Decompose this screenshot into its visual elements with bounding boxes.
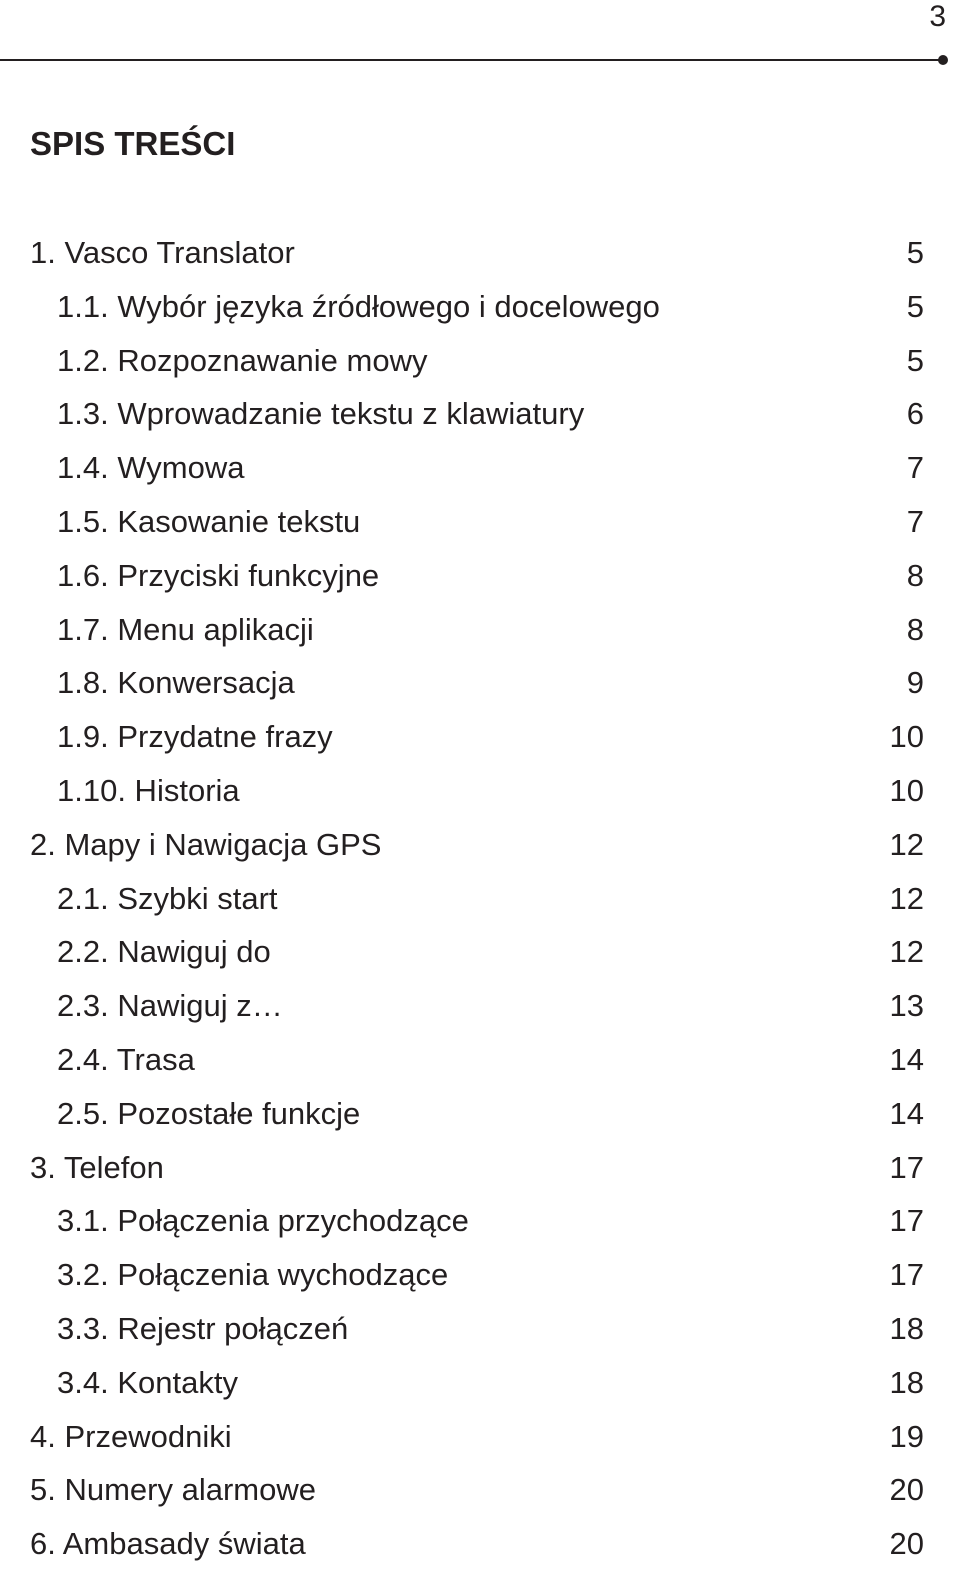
toc-entry[interactable] (0, 280, 960, 334)
toc-entry-page: 10 (889, 772, 924, 808)
toc-entry-label: 1.1. Wybór języka źródłowego i docelowego (57, 288, 660, 324)
toc-entry-label: 2.2. Nawiguj do (57, 934, 271, 970)
toc-entry[interactable] (0, 441, 960, 495)
toc-entry-label: 3. Telefon (30, 1149, 164, 1185)
header-rule (0, 59, 944, 61)
toc-entry-label: 2.5. Pozostałe funkcje (57, 1095, 361, 1131)
toc-entry-label: 3.1. Połączenia przychodzące (57, 1203, 469, 1239)
toc-entry[interactable] (0, 226, 960, 280)
toc-title: SPIS TREŚCI (30, 125, 236, 162)
toc-entry[interactable] (0, 603, 960, 657)
header-rule-dot (938, 55, 948, 65)
toc-entry[interactable] (0, 1517, 960, 1571)
toc-entry-label: 5. Numery alarmowe (30, 1472, 316, 1508)
toc-entry-page: 8 (906, 611, 924, 647)
toc-entry-page: 14 (889, 1041, 924, 1077)
toc-entry-label: 1.2. Rozpoznawanie mowy (57, 342, 428, 378)
toc-entry-page: 20 (889, 1526, 924, 1562)
toc-entry-label: 2.3. Nawiguj z… (57, 988, 283, 1024)
toc-entry-page: 10 (889, 719, 924, 755)
toc-entry[interactable] (0, 1356, 960, 1410)
toc-entry[interactable] (0, 1033, 960, 1087)
toc-entry[interactable] (0, 656, 960, 710)
toc-entry-page: 12 (889, 934, 924, 970)
toc-entry-label: 3.3. Rejestr połączeń (57, 1310, 349, 1346)
toc-entry-label: 1. Vasco Translator (30, 235, 295, 270)
toc-entry-label: 3.4. Kontakty (57, 1364, 238, 1400)
toc-entry-page: 7 (906, 450, 924, 486)
toc-entry-page: 19 (889, 1418, 924, 1454)
toc-entry[interactable] (0, 925, 960, 979)
toc-entry[interactable] (0, 818, 960, 872)
toc-entry[interactable] (0, 1248, 960, 1302)
toc-entry-page: 17 (889, 1149, 924, 1185)
toc-entry-page: 6 (906, 396, 924, 432)
toc-entry[interactable] (0, 764, 960, 818)
toc-entry[interactable] (0, 872, 960, 926)
toc-entry-page: 12 (889, 880, 924, 916)
toc-entry-label: 1.6. Przyciski funkcyjne (57, 557, 380, 593)
toc-entry-label: 6. Ambasady świata (30, 1526, 306, 1562)
toc-entry-page: 20 (889, 1472, 924, 1508)
toc-entry[interactable] (0, 979, 960, 1033)
toc-entry-label: 2.1. Szybki start (57, 880, 278, 916)
toc-entry-page: 5 (906, 342, 924, 378)
toc-entry-page: 5 (906, 288, 924, 324)
toc-entry-page: 17 (889, 1257, 924, 1293)
toc-entry-label: 1.9. Przydatne frazy (57, 719, 333, 755)
toc-entry-page: 5 (906, 235, 924, 270)
toc-entry[interactable] (0, 1463, 960, 1517)
toc-entry-page: 17 (889, 1203, 924, 1239)
toc-entry-label: 1.5. Kasowanie tekstu (57, 503, 361, 539)
toc-entry[interactable] (0, 710, 960, 764)
toc-entry-page: 18 (889, 1310, 924, 1346)
toc-entry-label: 1.7. Menu aplikacji (57, 611, 314, 647)
toc-entry-label: 1.10. Historia (57, 772, 240, 808)
toc-entry-page: 12 (889, 826, 924, 862)
toc-entry-page: 7 (906, 503, 924, 539)
toc-entry[interactable] (0, 1087, 960, 1141)
toc-list (0, 226, 960, 1571)
toc-entry-page: 14 (889, 1095, 924, 1131)
toc-entry[interactable] (0, 495, 960, 549)
toc-entry-page: 13 (889, 988, 924, 1024)
toc-entry[interactable] (0, 1141, 960, 1195)
toc-entry-label: 1.4. Wymowa (57, 450, 245, 486)
toc-entry-page: 18 (889, 1364, 924, 1400)
toc-entry-label: 4. Przewodniki (30, 1418, 232, 1454)
toc-entry[interactable] (0, 549, 960, 603)
toc-entry-label: 1.3. Wprowadzanie tekstu z klawiatury (57, 396, 585, 432)
toc-entry-page: 9 (906, 665, 924, 701)
toc-entry-label: 2. Mapy i Nawigacja GPS (30, 826, 382, 862)
toc-entry[interactable] (0, 1302, 960, 1356)
toc-entry[interactable] (0, 1194, 960, 1248)
page-number: 3 (929, 0, 946, 33)
toc-entry-page: 8 (906, 557, 924, 593)
toc-entry[interactable] (0, 387, 960, 441)
toc-entry-label: 3.2. Połączenia wychodzące (57, 1257, 449, 1293)
toc-entry-label: 1.8. Konwersacja (57, 665, 295, 701)
toc-entry[interactable] (0, 334, 960, 388)
toc-entry[interactable] (0, 1410, 960, 1464)
toc-entry-label: 2.4. Trasa (57, 1041, 195, 1077)
